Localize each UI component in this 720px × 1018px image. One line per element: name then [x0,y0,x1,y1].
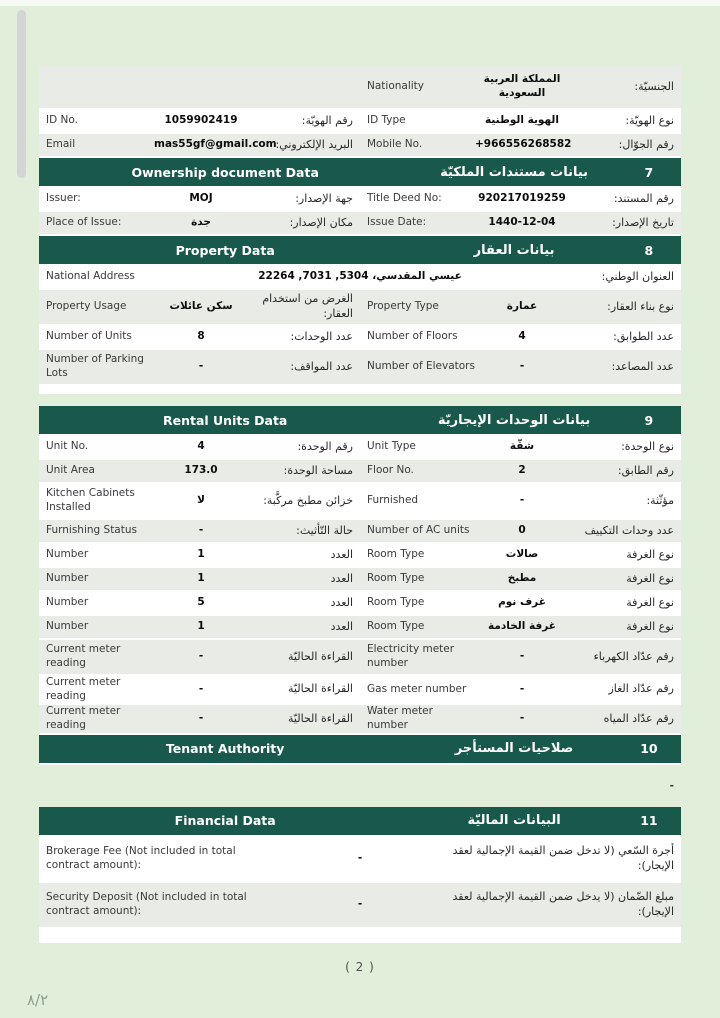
field-label-en: Electricity meter number [367,643,455,669]
field-label-en: Number of Elevators [367,360,475,373]
field-label-en: Place of Issue: [46,216,122,229]
field-label-en: Floor No. [367,464,414,477]
field-label-ar: الغرض من استخدام العقار: [262,292,353,320]
field-value: شقّة [509,440,535,453]
table-row [39,676,681,705]
field-label-ar: مؤثّثة: [646,493,674,507]
field-label-en: Room Type [367,548,425,561]
field-label-en: Room Type [367,620,425,633]
section-title-ar: صلاحيات المستأجر [454,741,574,757]
row-half [39,548,360,563]
table-row [39,290,681,326]
section-number: 8 [644,242,654,258]
field-label-ar: مبلغ الضّمان (لا يدخل ضمن القيمة الإجمالية لعقد الإيجار): [452,889,674,918]
empty-value: - [669,779,674,792]
section-number: 7 [644,164,654,180]
row-half [360,114,681,129]
field-label-en: Issuer: [46,192,81,205]
row-half [39,676,360,703]
row-half [39,114,360,129]
table-row [39,568,681,592]
field-value: 920217019259 [478,192,566,205]
field-label-en: Room Type [367,596,425,609]
field-value: صالات [505,548,539,561]
field-label-en: Property Usage [46,300,127,313]
field-label-en: ID No. [46,114,78,127]
field-value: 1 [197,620,205,633]
field-value: مطبخ [507,572,537,585]
section-title-en: Tenant Authority [165,741,285,757]
table-row [39,350,681,386]
field-label-en: Number [46,596,89,609]
field-label-ar: رقم عدّاد الغاز [608,682,674,696]
section-title-ar: بيانات الوحدات الإيجاريّة [437,412,591,428]
section-number: 11 [640,813,658,829]
row-half [360,330,681,345]
table-row [39,460,681,484]
row-half [39,192,360,207]
row-half [360,464,681,479]
table-row [39,266,681,290]
field-value: 1 [197,548,205,561]
field-value: 4 [518,330,526,343]
section-header [39,735,681,765]
field-label-en: Number [46,620,89,633]
table-row [39,188,681,212]
table-row [39,66,681,110]
field-label-en: Furnishing Status [46,524,137,537]
field-value: سكن عائلات [169,300,233,313]
field-label-ar: عدد الوحدات: [290,329,353,343]
field-label-en: Number of Parking Lots [46,353,144,379]
table-row [39,837,681,883]
field-label-en: Number [46,548,89,561]
field-label-ar: رقم الطابق: [617,463,674,477]
table-row [39,765,681,807]
field-value: - [357,897,363,910]
field-label-en: Nationality [367,80,425,93]
row-half [360,596,681,611]
field-label-ar: العدد [330,547,353,561]
field-label-en: Water meter number [367,705,433,731]
field-value: - [519,712,525,725]
field-label-ar: نوع الغرفة [626,619,674,633]
field-value: - [198,650,204,663]
row-half [360,494,681,509]
field-label-ar: القراءة الحاليّة [288,711,353,725]
field-label-en: Current meter reading [46,705,121,731]
field-label-ar: رقم المستند: [613,191,674,205]
field-label-en: Kitchen Cabinets Installed [46,487,135,513]
field-label-en: Email [46,138,76,151]
field-value: MOJ [189,192,213,205]
table-row [39,436,681,460]
field-label-en: Security Deposit (Not included in total contract amount): [46,890,247,917]
field-value: 2 [518,464,526,477]
field-label-ar: نوع بناء العقار: [607,299,674,313]
field-label-ar: رقم عدّاد الكهرباء [593,649,674,663]
section-number: 10 [640,741,658,757]
section-gap [39,394,681,406]
row-half [360,216,681,231]
field-value: 5 [197,596,205,609]
table-row [39,883,681,929]
row-half [360,300,681,315]
field-label-ar: العدد [330,619,353,633]
field-value: غرف نوم [498,596,546,609]
table-row [39,592,681,616]
field-label-ar: عدد المصاعد: [611,359,674,373]
field-value: - [198,524,204,537]
field-label-en: Current meter reading [46,643,121,669]
field-label-ar: رقم عدّاد المياه [603,711,674,725]
field-label-en: Unit No. [46,440,89,453]
table-row [39,705,681,734]
section-title-en: Ownership document Data [131,164,319,180]
field-label-ar: جهة الإصدار: [295,191,353,205]
field-value: غرفة الخادمة [488,620,556,633]
field-label-en: Gas meter number [367,682,467,695]
row-half [360,360,681,375]
section-title-ar: بيانات العقار [473,242,555,258]
field-value: +966556268582 [475,138,572,151]
section-title-en: Financial Data [174,813,276,829]
field-value: 8 [197,330,205,343]
table-row [39,520,681,544]
field-value: لا [197,494,205,507]
section-number: 9 [644,412,654,428]
field-label-ar: العنوان الوطني: [601,269,674,283]
row-half [39,643,360,670]
field-value: عيسي المقدسي، 5304, 7031, 22264 [258,270,462,283]
section-title-ar: البيانات الماليّة [467,813,561,829]
field-label-en: Unit Area [46,464,95,477]
field-label-ar: نوع الغرفة [626,547,674,561]
section-header [39,406,681,436]
field-value: - [198,682,204,695]
field-label-ar: رقم الوحدة: [297,439,353,453]
table-row [39,134,681,158]
field-value: 0 [518,524,526,537]
sheet-number: ٨/٢ [27,991,49,1009]
row-half [360,138,681,153]
contract-document [39,66,681,943]
row-half [360,440,681,455]
row-half [39,596,360,611]
row-half [360,572,681,587]
table-row [39,484,681,520]
field-label-en: Furnished [367,494,419,507]
field-value: - [519,650,525,663]
scrollbar-thumb[interactable] [17,10,26,178]
field-label-en: Number of AC units [367,524,470,537]
row-half [360,620,681,635]
field-label-ar: البريد الإلكتروني: [275,137,353,151]
field-value: جدة [191,216,211,229]
field-value: - [519,494,525,507]
row-half [360,643,681,670]
section-header [39,236,681,266]
field-label-en: Property Type [367,300,439,313]
table-end-strip [39,929,681,943]
row-half [360,524,681,539]
field-label-en: Brokerage Fee (Not included in total contract amount): [46,844,236,871]
section-header [39,158,681,188]
window-top-edge [0,0,720,6]
field-label-ar: العدد [330,571,353,585]
field-label-ar: رقم الجوّال: [618,137,674,151]
field-label-ar: القراءة الحاليّة [288,682,353,696]
field-value: المملكة العربية السعودية [483,73,561,99]
row-half [39,524,360,539]
field-label-ar: عدد المواقف: [290,359,353,373]
field-value: - [198,712,204,725]
page-number: ( 2 ) [345,960,375,974]
row-half [39,353,360,380]
field-label-ar: تاريخ الإصدار: [612,215,674,229]
table-row [39,326,681,350]
row-half [360,548,681,563]
field-label-ar: الجنسيّة: [634,79,674,93]
row-half [39,330,360,345]
row-half [39,292,360,322]
field-label-ar: مكان الإصدار: [289,215,353,229]
row-half [360,73,681,100]
field-label-ar: عدد الطوابق: [613,329,674,343]
field-value: 173.0 [184,464,218,477]
row-half [39,705,360,732]
field-label-ar: العدد [330,595,353,609]
field-label-ar: نوع الوحدة: [621,439,674,453]
field-label-en: Current meter reading [46,676,121,702]
field-label-en: Room Type [367,572,425,585]
table-row [39,640,681,676]
section-title-en: Rental Units Data [162,412,288,428]
field-value: 1 [197,572,205,585]
field-value: mas55gf@gmail.com [154,138,277,151]
row-half [39,620,360,635]
row-half [39,440,360,455]
field-value: - [357,851,363,864]
field-value: - [519,360,525,373]
section-title-en: Property Data [175,242,275,258]
field-label-ar: القراءة الحاليّة [288,649,353,663]
field-label-ar: أجرة السّعي (لا تدخل ضمن القيمة الإجمالية لعقد الإيجار): [452,843,674,872]
field-label-ar: رقم الهويّة: [301,113,353,127]
row-half [39,487,360,514]
row-half [39,138,360,153]
table-row [39,212,681,236]
field-label-ar: مساحة الوحدة: [283,463,353,477]
table-row [39,544,681,568]
row-half [360,682,681,697]
field-label-ar: حالة التّأثيث: [296,523,353,537]
row-half [39,572,360,587]
field-value: - [519,682,525,695]
section-title-ar: بيانات مستندات الملكيّة [440,164,589,180]
field-label-en: Title Deed No: [367,192,442,205]
row-gap [39,386,681,394]
row-half [39,216,360,231]
row-half [39,464,360,479]
field-value: 1059902419 [164,114,238,127]
field-label-en: Unit Type [367,440,416,453]
field-label-en: Number [46,572,89,585]
field-label-ar: نوع الغرفة [626,571,674,585]
field-label-en: National Address [46,270,135,283]
row-half [360,192,681,207]
section-header [39,807,681,837]
field-label-ar: خزائن مطبخ مركَّبة: [263,493,353,507]
field-value: الهوية الوطنية [485,114,559,127]
field-label-en: ID Type [367,114,406,127]
row-half [360,705,681,732]
table-row [39,110,681,134]
field-value: 1440-12-04 [488,216,556,229]
field-label-en: Issue Date: [367,216,427,229]
field-value: عمارة [506,300,538,313]
field-label-ar: نوع الغرفة [626,595,674,609]
table-row [39,616,681,640]
field-label-en: Number of Floors [367,330,458,343]
field-label-en: Mobile No. [367,138,423,151]
field-label-ar: عدد وحدات التكييف [584,523,674,537]
field-value: - [198,360,204,373]
field-label-ar: نوع الهويّة: [625,113,674,127]
field-label-en: Number of Units [46,330,132,343]
field-value: 4 [197,440,205,453]
